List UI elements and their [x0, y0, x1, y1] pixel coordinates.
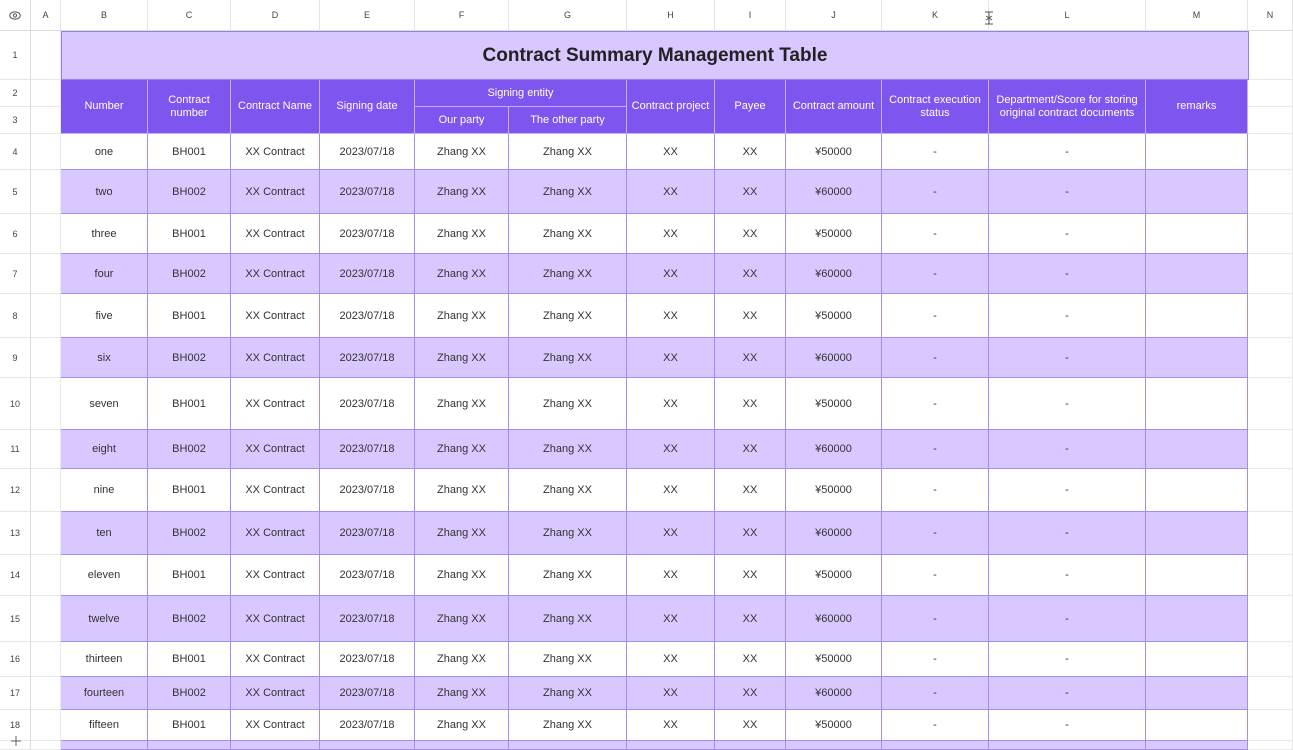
cell-partial[interactable]: [415, 741, 509, 750]
cell-amount[interactable]: ¥50000: [786, 710, 882, 741]
grid-cell[interactable]: [1248, 107, 1293, 134]
grid-cell[interactable]: [1248, 214, 1293, 254]
cell-our-party[interactable]: Zhang XX: [415, 170, 509, 214]
cell-contract-name[interactable]: XX Contract: [231, 214, 320, 254]
cell-our-party[interactable]: Zhang XX: [415, 677, 509, 710]
grid-cell[interactable]: [1248, 596, 1293, 642]
grid-cell[interactable]: [31, 107, 61, 134]
cell-our-party[interactable]: Zhang XX: [415, 430, 509, 469]
grid-cell[interactable]: [1248, 555, 1293, 596]
header-contract-amount: Contract amount: [786, 80, 882, 134]
cell-contract-number[interactable]: BH001: [148, 710, 231, 741]
cell-partial[interactable]: [882, 741, 989, 750]
grid-cell[interactable]: [1248, 338, 1293, 378]
table-title: Contract Summary Management Table: [61, 31, 1249, 80]
header-number: Number: [61, 80, 148, 134]
cell-remarks[interactable]: [1146, 214, 1248, 254]
header-department: Department/Score for storing original contract documents: [989, 80, 1146, 134]
cell-remarks[interactable]: [1146, 254, 1248, 294]
grid-cell[interactable]: [31, 80, 61, 107]
cell-number[interactable]: seven: [61, 378, 148, 430]
grid-cell[interactable]: [1248, 430, 1293, 469]
cell-other-party[interactable]: Zhang XX: [509, 469, 627, 512]
cell-number[interactable]: fifteen: [61, 710, 148, 741]
cell-number[interactable]: two: [61, 170, 148, 214]
column-header-g[interactable]: G: [509, 0, 627, 31]
cell-partial[interactable]: [989, 741, 1146, 750]
cell-number[interactable]: twelve: [61, 596, 148, 642]
grid-cell[interactable]: [1248, 512, 1293, 555]
cell-remarks[interactable]: [1146, 512, 1248, 555]
cell-signing-date[interactable]: 2023/07/18: [320, 555, 415, 596]
column-header-d[interactable]: D: [231, 0, 320, 31]
row-header-11[interactable]: 11: [0, 430, 31, 469]
cell-status[interactable]: -: [882, 338, 989, 378]
grid-cell[interactable]: [31, 214, 61, 254]
cell-project[interactable]: XX: [627, 378, 715, 430]
cell-status[interactable]: -: [882, 555, 989, 596]
cell-signing-date[interactable]: 2023/07/18: [320, 710, 415, 741]
cell-project[interactable]: XX: [627, 214, 715, 254]
cell-remarks[interactable]: [1146, 596, 1248, 642]
cell-contract-number[interactable]: BH002: [148, 170, 231, 214]
cell-our-party[interactable]: Zhang XX: [415, 596, 509, 642]
cell-contract-name[interactable]: XX Contract: [231, 512, 320, 555]
cell-contract-name[interactable]: XX Contract: [231, 596, 320, 642]
cell-contract-name[interactable]: XX Contract: [231, 642, 320, 677]
grid-cell[interactable]: [31, 170, 61, 214]
cell-contract-number[interactable]: BH001: [148, 214, 231, 254]
cell-department[interactable]: -: [989, 469, 1146, 512]
row-header-16[interactable]: 16: [0, 642, 31, 677]
grid-cell[interactable]: [1248, 31, 1293, 80]
grid-cell[interactable]: [1248, 710, 1293, 741]
cell-status[interactable]: -: [882, 642, 989, 677]
cell-status[interactable]: -: [882, 214, 989, 254]
cell-partial[interactable]: [627, 741, 715, 750]
cell-other-party[interactable]: Zhang XX: [509, 378, 627, 430]
grid-cell[interactable]: [31, 31, 61, 80]
cell-number[interactable]: eleven: [61, 555, 148, 596]
row-header-8[interactable]: 8: [0, 294, 31, 338]
cell-status[interactable]: -: [882, 294, 989, 338]
cell-partial[interactable]: [231, 741, 320, 750]
row-header-2[interactable]: 2: [0, 80, 31, 107]
row-header-15[interactable]: 15: [0, 596, 31, 642]
cell-remarks[interactable]: [1146, 677, 1248, 710]
cell-remarks[interactable]: [1146, 430, 1248, 469]
cell-partial[interactable]: [61, 741, 148, 750]
column-header-h[interactable]: H: [627, 0, 715, 31]
cell-number[interactable]: ten: [61, 512, 148, 555]
cell-our-party[interactable]: Zhang XX: [415, 134, 509, 170]
grid-cell[interactable]: [31, 469, 61, 512]
row-header-17[interactable]: 17: [0, 677, 31, 710]
cell-department[interactable]: -: [989, 677, 1146, 710]
cell-project[interactable]: XX: [627, 469, 715, 512]
cell-contract-number[interactable]: BH001: [148, 134, 231, 170]
cell-signing-date[interactable]: 2023/07/18: [320, 254, 415, 294]
cell-remarks[interactable]: [1146, 555, 1248, 596]
cell-number[interactable]: five: [61, 294, 148, 338]
grid-cell[interactable]: [1248, 170, 1293, 214]
cell-number[interactable]: nine: [61, 469, 148, 512]
cell-status[interactable]: -: [882, 430, 989, 469]
grid-cell[interactable]: [31, 294, 61, 338]
cell-payee[interactable]: XX: [715, 555, 786, 596]
cell-our-party[interactable]: Zhang XX: [415, 378, 509, 430]
cell-department[interactable]: -: [989, 596, 1146, 642]
cell-department[interactable]: -: [989, 512, 1146, 555]
cell-department[interactable]: -: [989, 555, 1146, 596]
grid-cell[interactable]: [31, 430, 61, 469]
cell-status[interactable]: -: [882, 469, 989, 512]
grid-cell[interactable]: [1248, 741, 1293, 750]
cell-remarks[interactable]: [1146, 338, 1248, 378]
cell-project[interactable]: XX: [627, 430, 715, 469]
grid-cell[interactable]: [1248, 134, 1293, 170]
column-header-n[interactable]: N: [1248, 0, 1293, 31]
grid-cell[interactable]: [31, 741, 61, 750]
cell-amount[interactable]: ¥60000: [786, 596, 882, 642]
row-header-10[interactable]: 10: [0, 378, 31, 430]
cell-contract-name[interactable]: XX Contract: [231, 134, 320, 170]
cell-amount[interactable]: ¥60000: [786, 430, 882, 469]
row-header-5[interactable]: 5: [0, 170, 31, 214]
cell-status[interactable]: -: [882, 677, 989, 710]
cell-payee[interactable]: XX: [715, 338, 786, 378]
row-header-18[interactable]: 18: [0, 710, 31, 741]
cell-contract-number[interactable]: BH002: [148, 512, 231, 555]
cell-contract-number[interactable]: BH001: [148, 469, 231, 512]
cell-remarks[interactable]: [1146, 170, 1248, 214]
cell-other-party[interactable]: Zhang XX: [509, 170, 627, 214]
cell-payee[interactable]: XX: [715, 710, 786, 741]
cell-status[interactable]: -: [882, 512, 989, 555]
cell-contract-name[interactable]: XX Contract: [231, 469, 320, 512]
cell-payee[interactable]: XX: [715, 677, 786, 710]
cell-department[interactable]: -: [989, 338, 1146, 378]
cell-project[interactable]: XX: [627, 596, 715, 642]
cell-our-party[interactable]: Zhang XX: [415, 642, 509, 677]
grid-cell[interactable]: [31, 338, 61, 378]
cell-status[interactable]: -: [882, 170, 989, 214]
cell-signing-date[interactable]: 2023/07/18: [320, 596, 415, 642]
cell-partial[interactable]: [715, 741, 786, 750]
cell-other-party[interactable]: Zhang XX: [509, 596, 627, 642]
cell-our-party[interactable]: Zhang XX: [415, 254, 509, 294]
cell-amount[interactable]: ¥50000: [786, 378, 882, 430]
cell-our-party[interactable]: Zhang XX: [415, 294, 509, 338]
row-header-4[interactable]: 4: [0, 134, 31, 170]
column-header-k[interactable]: K: [882, 0, 989, 31]
cell-remarks[interactable]: [1146, 134, 1248, 170]
cell-contract-number[interactable]: BH001: [148, 294, 231, 338]
column-resize-icon[interactable]: [983, 11, 995, 25]
row-header-9[interactable]: 9: [0, 338, 31, 378]
header-remarks: remarks: [1146, 80, 1248, 134]
cell-payee[interactable]: XX: [715, 378, 786, 430]
cell-contract-number[interactable]: BH001: [148, 555, 231, 596]
column-header-j[interactable]: J: [786, 0, 882, 31]
cell-project[interactable]: XX: [627, 710, 715, 741]
cell-signing-date[interactable]: 2023/07/18: [320, 430, 415, 469]
cell-number[interactable]: four: [61, 254, 148, 294]
cell-our-party[interactable]: Zhang XX: [415, 469, 509, 512]
cell-remarks[interactable]: [1146, 294, 1248, 338]
cell-remarks[interactable]: [1146, 378, 1248, 430]
cell-payee[interactable]: XX: [715, 134, 786, 170]
cell-our-party[interactable]: Zhang XX: [415, 512, 509, 555]
cell-our-party[interactable]: Zhang XX: [415, 710, 509, 741]
row-header-13[interactable]: 13: [0, 512, 31, 555]
cell-signing-date[interactable]: 2023/07/18: [320, 214, 415, 254]
grid-cell[interactable]: [31, 134, 61, 170]
cell-status[interactable]: -: [882, 710, 989, 741]
column-header-f[interactable]: F: [415, 0, 509, 31]
cell-contract-name[interactable]: XX Contract: [231, 170, 320, 214]
row-header-3[interactable]: 3: [0, 107, 31, 134]
cell-payee[interactable]: XX: [715, 170, 786, 214]
cell-contract-number[interactable]: BH001: [148, 378, 231, 430]
cell-our-party[interactable]: Zhang XX: [415, 214, 509, 254]
cell-signing-date[interactable]: 2023/07/18: [320, 512, 415, 555]
cell-department[interactable]: -: [989, 134, 1146, 170]
cell-signing-date[interactable]: 2023/07/18: [320, 170, 415, 214]
cell-amount[interactable]: ¥50000: [786, 214, 882, 254]
cell-amount[interactable]: ¥50000: [786, 642, 882, 677]
cell-partial[interactable]: [786, 741, 882, 750]
cell-payee[interactable]: XX: [715, 430, 786, 469]
grid-cell[interactable]: [31, 642, 61, 677]
cell-remarks[interactable]: [1146, 642, 1248, 677]
cell-signing-date[interactable]: 2023/07/18: [320, 338, 415, 378]
cell-project[interactable]: XX: [627, 294, 715, 338]
header-signing-entity: Signing entity: [415, 80, 627, 107]
header-contract-name: Contract Name: [231, 80, 320, 134]
cell-payee[interactable]: XX: [715, 294, 786, 338]
cell-contract-number[interactable]: BH002: [148, 254, 231, 294]
cell-contract-number[interactable]: BH002: [148, 596, 231, 642]
header-contract-project: Contract project: [627, 80, 715, 134]
column-header-e[interactable]: E: [320, 0, 415, 31]
cell-number[interactable]: three: [61, 214, 148, 254]
cell-contract-name[interactable]: XX Contract: [231, 430, 320, 469]
row-header-12[interactable]: 12: [0, 469, 31, 512]
cell-department[interactable]: -: [989, 294, 1146, 338]
cell-department[interactable]: -: [989, 378, 1146, 430]
cell-department[interactable]: -: [989, 214, 1146, 254]
cell-number[interactable]: fourteen: [61, 677, 148, 710]
grid-cell[interactable]: [31, 378, 61, 430]
cell-other-party[interactable]: Zhang XX: [509, 338, 627, 378]
cell-project[interactable]: XX: [627, 134, 715, 170]
column-header-m[interactable]: M: [1146, 0, 1248, 31]
cell-contract-name[interactable]: XX Contract: [231, 677, 320, 710]
cell-contract-name[interactable]: XX Contract: [231, 555, 320, 596]
cell-contract-name[interactable]: XX Contract: [231, 338, 320, 378]
cell-amount[interactable]: ¥50000: [786, 134, 882, 170]
cell-project[interactable]: XX: [627, 254, 715, 294]
column-header-b[interactable]: B: [61, 0, 148, 31]
cell-other-party[interactable]: Zhang XX: [509, 294, 627, 338]
cell-payee[interactable]: XX: [715, 254, 786, 294]
cell-payee[interactable]: XX: [715, 596, 786, 642]
header-contract-number: Contract number: [148, 80, 231, 134]
grid-cell[interactable]: [1248, 80, 1293, 107]
grid-cell[interactable]: [1248, 378, 1293, 430]
cell-project[interactable]: XX: [627, 512, 715, 555]
cell-payee[interactable]: XX: [715, 469, 786, 512]
cell-number[interactable]: one: [61, 134, 148, 170]
grid-cell[interactable]: [31, 677, 61, 710]
cell-remarks[interactable]: [1146, 710, 1248, 741]
cell-other-party[interactable]: Zhang XX: [509, 555, 627, 596]
eye-icon[interactable]: [0, 0, 31, 31]
cell-signing-date[interactable]: 2023/07/18: [320, 294, 415, 338]
header-our-party: Our party: [415, 107, 509, 134]
grid-cell[interactable]: [31, 512, 61, 555]
cell-project[interactable]: XX: [627, 170, 715, 214]
cell-other-party[interactable]: Zhang XX: [509, 254, 627, 294]
grid-cell[interactable]: [1248, 469, 1293, 512]
grid-cell[interactable]: [1248, 642, 1293, 677]
cell-other-party[interactable]: Zhang XX: [509, 677, 627, 710]
cell-contract-name[interactable]: XX Contract: [231, 378, 320, 430]
cell-other-party[interactable]: Zhang XX: [509, 710, 627, 741]
grid-cell[interactable]: [1248, 294, 1293, 338]
cell-department[interactable]: -: [989, 170, 1146, 214]
cell-project[interactable]: XX: [627, 642, 715, 677]
header-payee: Payee: [715, 80, 786, 134]
grid-cell[interactable]: [1248, 254, 1293, 294]
cell-payee[interactable]: XX: [715, 214, 786, 254]
cell-other-party[interactable]: Zhang XX: [509, 214, 627, 254]
cell-project[interactable]: XX: [627, 677, 715, 710]
cell-project[interactable]: XX: [627, 555, 715, 596]
cell-amount[interactable]: ¥60000: [786, 512, 882, 555]
grid-cell[interactable]: [1248, 677, 1293, 710]
grid-cell[interactable]: [31, 596, 61, 642]
cell-partial[interactable]: [1146, 741, 1248, 750]
column-header-c[interactable]: C: [148, 0, 231, 31]
cell-department[interactable]: -: [989, 710, 1146, 741]
row-resize-icon[interactable]: [10, 735, 22, 747]
cell-signing-date[interactable]: 2023/07/18: [320, 378, 415, 430]
row-header-1[interactable]: 1: [0, 31, 31, 80]
cell-contract-name[interactable]: XX Contract: [231, 294, 320, 338]
row-header-7[interactable]: 7: [0, 254, 31, 294]
cell-number[interactable]: eight: [61, 430, 148, 469]
cell-other-party[interactable]: Zhang XX: [509, 430, 627, 469]
cell-signing-date[interactable]: 2023/07/18: [320, 677, 415, 710]
cell-contract-number[interactable]: BH002: [148, 338, 231, 378]
cell-project[interactable]: XX: [627, 338, 715, 378]
cell-signing-date[interactable]: 2023/07/18: [320, 642, 415, 677]
cell-amount[interactable]: ¥60000: [786, 677, 882, 710]
cell-other-party[interactable]: Zhang XX: [509, 642, 627, 677]
cell-amount[interactable]: ¥60000: [786, 254, 882, 294]
cell-other-party[interactable]: Zhang XX: [509, 512, 627, 555]
cell-status[interactable]: -: [882, 596, 989, 642]
cell-partial[interactable]: [509, 741, 627, 750]
header-signing-date: Signing date: [320, 80, 415, 134]
cell-amount[interactable]: ¥50000: [786, 555, 882, 596]
cell-signing-date[interactable]: 2023/07/18: [320, 469, 415, 512]
cell-our-party[interactable]: Zhang XX: [415, 555, 509, 596]
cell-amount[interactable]: ¥50000: [786, 294, 882, 338]
cell-status[interactable]: -: [882, 378, 989, 430]
header-execution-status: Contract execution status: [882, 80, 989, 134]
cell-our-party[interactable]: Zhang XX: [415, 338, 509, 378]
header-other-party: The other party: [509, 107, 627, 134]
row-header-6[interactable]: 6: [0, 214, 31, 254]
cell-payee[interactable]: XX: [715, 512, 786, 555]
cell-amount[interactable]: ¥60000: [786, 170, 882, 214]
cell-amount[interactable]: ¥60000: [786, 338, 882, 378]
cell-contract-number[interactable]: BH001: [148, 642, 231, 677]
cell-other-party[interactable]: Zhang XX: [509, 134, 627, 170]
cell-number[interactable]: six: [61, 338, 148, 378]
grid-cell[interactable]: [31, 254, 61, 294]
cell-status[interactable]: -: [882, 134, 989, 170]
cell-number[interactable]: thirteen: [61, 642, 148, 677]
cell-status[interactable]: -: [882, 254, 989, 294]
column-header-a[interactable]: A: [31, 0, 61, 31]
cell-partial[interactable]: [320, 741, 415, 750]
grid-cell[interactable]: [31, 555, 61, 596]
cell-signing-date[interactable]: 2023/07/18: [320, 134, 415, 170]
grid-cell[interactable]: [31, 710, 61, 741]
cell-remarks[interactable]: [1146, 469, 1248, 512]
cell-contract-name[interactable]: XX Contract: [231, 254, 320, 294]
row-header-14[interactable]: 14: [0, 555, 31, 596]
cell-department[interactable]: -: [989, 430, 1146, 469]
cell-contract-number[interactable]: BH002: [148, 430, 231, 469]
cell-department[interactable]: -: [989, 254, 1146, 294]
cell-amount[interactable]: ¥50000: [786, 469, 882, 512]
column-header-l[interactable]: L: [989, 0, 1146, 31]
column-header-i[interactable]: I: [715, 0, 786, 31]
cell-contract-number[interactable]: BH002: [148, 677, 231, 710]
cell-department[interactable]: -: [989, 642, 1146, 677]
cell-contract-name[interactable]: XX Contract: [231, 710, 320, 741]
cell-partial[interactable]: [148, 741, 231, 750]
cell-payee[interactable]: XX: [715, 642, 786, 677]
